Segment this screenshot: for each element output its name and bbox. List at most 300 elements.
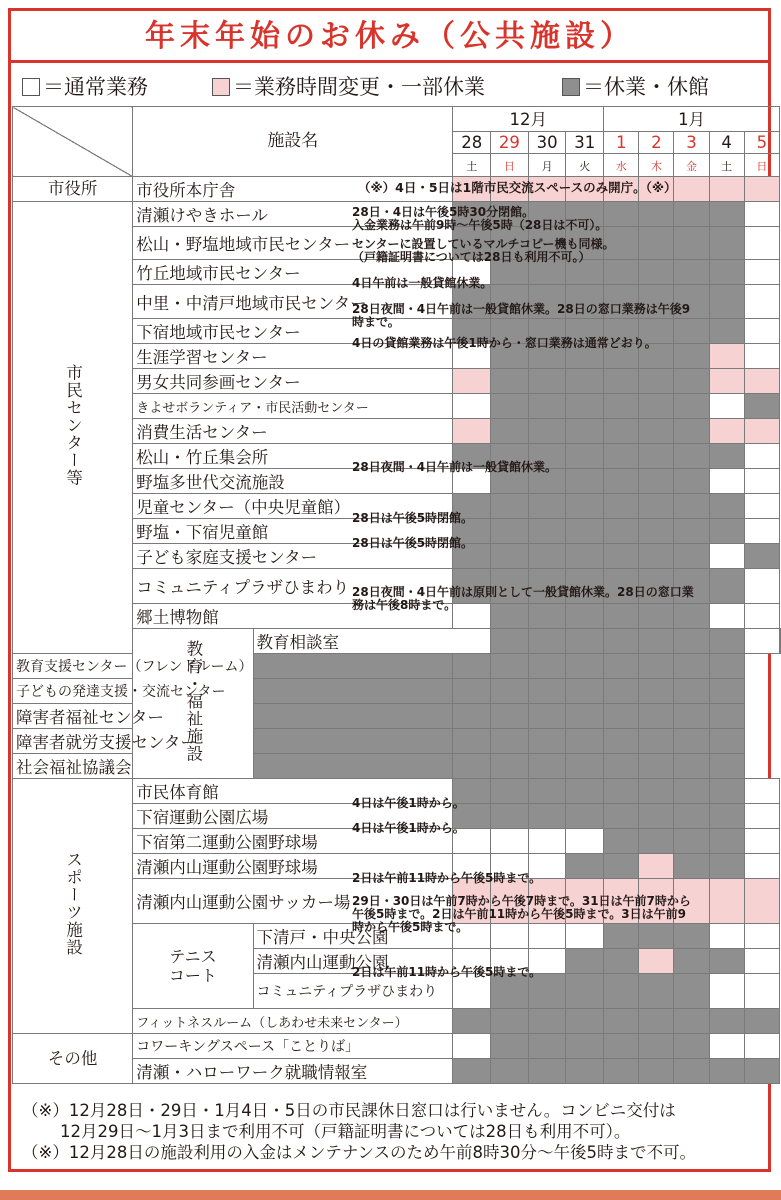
note-himawari-1: 28日夜間・4日午前は原則として一般貸館休業。28日の窓口業 [352,585,694,599]
status-cell [566,924,604,949]
status-cell [639,1059,674,1084]
note-keyaki-1: 28日・4日は午後5時30分閉館。 [352,205,535,219]
facility-name: 下宿第二運動公園野球場 [133,829,453,854]
status-cell [709,754,744,779]
note-nakazato-2: 時まで。 [352,315,400,329]
status-cell [566,469,604,494]
status-cell [604,924,639,949]
footnote-2: （※）12月28日の施設利用の入金はメンテナンスのため午前8時30分～午後5時まで不可。 [22,1143,696,1162]
status-cell [453,1059,491,1084]
weekday-30: 月 [541,159,553,173]
day-2: 2 [639,132,674,154]
status-cell [604,854,639,879]
status-cell [604,729,639,754]
status-cell [453,654,491,679]
status-cell [744,829,779,854]
status-cell [639,854,674,879]
weekday-31: 火 [579,159,591,173]
status-cell [566,1059,604,1084]
status-cell [674,1009,709,1034]
status-cell [453,1034,491,1059]
status-cell [566,519,604,544]
status-cell [709,654,744,679]
status-cell [604,949,639,974]
status-cell [528,544,566,569]
status-cell [674,202,709,227]
status-cell [566,494,604,519]
status-cell [604,369,639,394]
facility-name: 松山・竹丘集会所 [133,444,453,469]
facility-name: コワーキングスペース「ことりば」 [133,1034,453,1059]
status-cell [491,1059,529,1084]
facility-name: 児童センター（中央児童館） [133,494,453,519]
note-jido-center: 28日は午後5時閉館。 [352,511,474,525]
note-soccer-3: 時から午後5時まで。 [352,920,469,934]
status-cell [744,1034,779,1059]
status-cell [709,419,744,444]
status-cell [744,469,779,494]
status-cell [709,804,744,829]
status-cell [528,629,566,654]
status-cell [709,1009,744,1034]
status-cell [744,394,779,419]
footnote-1: （※）12月28日・29日・1月4日・5日の市民課休日窓口は行いません。コンビニ交付は [22,1101,676,1120]
status-cell [639,629,674,654]
weekday-4: 土 [721,159,733,173]
status-cell [744,285,779,319]
status-cell [744,569,779,604]
status-cell [566,949,604,974]
status-cell [639,729,674,754]
status-cell [639,679,674,704]
category-center [13,202,133,654]
status-cell [253,704,453,729]
facility-name: 清瀬内山運動公園 [253,949,453,974]
facility-name: 障害者就労支援センター [13,729,254,754]
facility-name: 清瀬・ハローワーク就職情報室 [133,1059,453,1084]
facility-name: 野塩・下宿児童館 [133,519,453,544]
status-cell [709,679,744,704]
facility-name: 障害者福祉センター [13,704,254,729]
note-soccer-2: 午後5時まで。2日は午前11時から午後5時まで。3日は午前9 [352,907,686,921]
status-cell [528,754,566,779]
status-cell [674,369,709,394]
status-cell [639,754,674,779]
status-cell [604,202,639,227]
status-cell [674,604,709,629]
category-center-label: 市民センター等 [63,363,83,487]
status-cell [491,704,529,729]
status-cell [709,1059,744,1084]
status-cell [566,654,604,679]
category-sports [13,779,133,1034]
status-cell [709,1034,744,1059]
status-cell [674,654,709,679]
status-cell [566,829,604,854]
facility-name: 松山・野塩地域市民センター [133,227,453,260]
status-cell [604,260,639,285]
facility-name: 市民体育館 [133,779,453,804]
status-cell [674,924,709,949]
status-cell [528,704,566,729]
status-cell [674,1034,709,1059]
status-cell [709,949,744,974]
facility-name: 竹丘地域市民センター [133,260,453,285]
status-cell [709,729,744,754]
status-cell [253,729,453,754]
note-gym: 4日は午後1時から。 [352,796,465,810]
day-1: 1 [604,132,639,154]
status-cell [639,1009,674,1034]
status-cell [528,924,566,949]
status-cell [566,369,604,394]
status-cell [604,394,639,419]
status-cell [604,779,639,804]
status-cell [674,854,709,879]
facility-name: きよせボランティア・市民活動センター [133,394,453,419]
status-cell [491,924,529,949]
facility-name: 下宿運動公園広場 [133,804,453,829]
status-cell [491,829,529,854]
status-cell [744,519,779,544]
status-cell [604,974,639,1009]
note-shukaijo: 28日夜間・4日午前は一般貸館休業。 [352,460,558,474]
status-cell [491,494,529,519]
weekday-29: 日 [503,159,515,173]
status-cell [674,779,709,804]
status-cell [528,494,566,519]
status-cell [674,804,709,829]
facility-name: 消費生活センター [133,419,453,444]
status-cell [744,544,779,569]
facility-name: 野塩多世代交流施設 [133,469,453,494]
status-cell [639,779,674,804]
status-cell [709,544,744,569]
status-cell [604,469,639,494]
legend-normal-label: ＝通常業務 [43,75,148,99]
status-cell [528,419,566,444]
status-cell [604,544,639,569]
status-cell [528,604,566,629]
status-cell [744,629,779,654]
status-cell [566,974,604,1009]
status-cell [604,679,639,704]
status-cell [709,704,744,729]
status-cell [491,679,529,704]
month-december: 12月 [453,107,604,132]
status-cell [674,260,709,285]
status-cell [566,704,604,729]
status-cell [528,804,566,829]
status-cell [639,544,674,569]
status-cell [528,679,566,704]
status-cell [491,394,529,419]
status-cell [639,924,674,949]
status-cell [528,779,566,804]
status-cell [453,1009,491,1034]
status-cell [491,369,529,394]
status-cell [566,544,604,569]
status-cell [528,369,566,394]
category-tennis: テニス コート [133,924,253,1009]
status-cell [709,924,744,949]
status-cell [491,754,529,779]
status-cell [528,519,566,544]
status-cell [709,260,744,285]
weekday-5: 日 [756,159,768,173]
status-cell [453,679,491,704]
status-cell [604,419,639,444]
status-cell [528,394,566,419]
facility-name: 社会福祉協議会 [13,754,254,779]
status-cell [453,604,491,629]
status-cell [744,177,779,202]
title-divider [11,60,769,63]
status-cell [528,1059,566,1084]
status-cell [674,949,709,974]
status-cell [709,344,744,369]
facility-name: 男女共同参画センター [133,369,453,394]
legend-closed-label: ＝休業・休館 [583,75,709,99]
status-cell [604,754,639,779]
status-cell [639,829,674,854]
day-4: 4 [709,132,744,154]
status-cell [709,394,744,419]
status-cell [453,754,491,779]
status-cell [744,344,779,369]
note-soccer-1: 29日・30日は午前7時から午後7時まで。31日は午前7時から [352,894,691,908]
legend-swatch-partial [212,78,230,96]
status-cell [566,604,604,629]
status-cell [744,319,779,344]
note-matsuyama-1: センターに設置しているマルチコピー機も同様。 [352,237,615,251]
status-cell [566,1009,604,1034]
status-cell [674,729,709,754]
status-cell [491,544,529,569]
status-cell [639,394,674,419]
status-cell [491,654,529,679]
status-cell [709,177,744,202]
status-cell [674,494,709,519]
status-cell [639,202,674,227]
status-cell [709,319,744,344]
facility-name: 清瀬内山運動公園サッカー場 [133,879,453,924]
status-cell [528,729,566,754]
status-cell [709,227,744,260]
status-cell [709,569,744,604]
status-cell [674,177,709,202]
status-cell [709,604,744,629]
category-edu-label: 教育・福祉施設 [183,639,203,763]
status-cell [709,854,744,879]
status-cell [253,754,453,779]
status-cell [709,779,744,804]
status-cell [744,804,779,829]
status-cell [491,629,529,654]
status-cell [604,494,639,519]
status-cell [674,394,709,419]
status-cell [491,1009,529,1034]
status-cell [639,974,674,1009]
status-cell [491,1034,529,1059]
facility-name: 中里・中清戸地域市民センター [133,285,453,319]
status-cell [709,494,744,519]
day-3: 3 [674,132,709,154]
status-cell [674,754,709,779]
status-cell [744,369,779,394]
status-cell [674,679,709,704]
status-cell [566,854,604,879]
status-cell [674,419,709,444]
header-corner [13,107,133,177]
status-cell [744,202,779,227]
status-cell [566,729,604,754]
footnotes [22,1100,762,1163]
status-cell [744,779,779,804]
status-cell [639,704,674,729]
weekday-3: 金 [686,159,698,173]
status-cell [604,629,639,654]
status-cell [453,419,491,444]
status-cell [528,654,566,679]
note-keyaki-2: 入金業務は午前9時～午後5時（28日は不可）。 [352,218,608,232]
note-shimojuku: 4日の貸館業務は午後1時から・窓口業務は通常どおり。 [352,336,657,350]
status-cell [453,369,491,394]
status-cell [604,829,639,854]
note-shimojuku-park: 4日は午後1時から。 [352,821,465,835]
status-cell [639,804,674,829]
status-cell [674,629,709,654]
status-cell [566,419,604,444]
status-cell [491,419,529,444]
category-sports-label: スポーツ施設 [63,851,83,956]
status-cell [709,444,744,469]
status-cell [744,879,779,924]
status-cell [639,949,674,974]
status-cell [604,519,639,544]
status-cell [604,604,639,629]
status-cell [674,704,709,729]
day-28: 28 [453,132,491,154]
status-cell [604,804,639,829]
status-cell [709,285,744,319]
status-cell [566,779,604,804]
facility-name: 郷土博物館 [133,604,453,629]
status-cell [639,654,674,679]
legend-swatch-closed [562,78,580,96]
status-cell [709,519,744,544]
weekday-2: 木 [650,159,662,173]
status-cell [709,974,744,1009]
status-cell [639,444,674,469]
facility-name: コミュニティプラザひまわり [253,974,453,1009]
status-cell [491,519,529,544]
category-other: その他 [13,1034,133,1084]
legend-partial [212,72,485,102]
facility-name: 清瀬内山運動公園野球場 [133,854,453,879]
status-cell [528,829,566,854]
status-cell [674,1059,709,1084]
status-cell [674,469,709,494]
status-cell [744,260,779,285]
status-cell [604,1059,639,1084]
status-cell [744,227,779,260]
status-cell [744,854,779,879]
status-cell [453,394,491,419]
status-cell [674,227,709,260]
facility-name: 生涯学習センター [133,344,453,369]
status-cell [744,949,779,974]
legend-partial-label: ＝業務時間変更・一部休業 [233,75,485,99]
status-cell [709,202,744,227]
status-cell [639,260,674,285]
status-cell [744,924,779,949]
status-cell [491,804,529,829]
day-29: 29 [491,132,529,154]
status-cell [639,519,674,544]
facility-name: 子ども家庭支援センター [133,544,453,569]
facility-name: フィットネスルーム（しあわせ未来センター） [133,1009,453,1034]
status-cell [604,1009,639,1034]
day-31: 31 [566,132,604,154]
status-cell [709,369,744,394]
status-cell [674,319,709,344]
status-cell [453,729,491,754]
note-takeoka: 4日午前は一般貸館休業。 [352,276,493,290]
status-cell [709,469,744,494]
status-cell [744,1059,779,1084]
status-cell [566,394,604,419]
bottom-accent-bar [0,1190,781,1200]
status-cell [674,444,709,469]
category-city: 市役所 [13,177,133,202]
status-cell [780,629,781,654]
status-cell [604,654,639,679]
status-cell [709,829,744,854]
month-january: 1月 [604,107,780,132]
status-cell [566,444,604,469]
status-cell [674,519,709,544]
day-30: 30 [528,132,566,154]
status-cell [744,444,779,469]
status-cell [566,1034,604,1059]
facility-name: 清瀬けやきホール [133,202,453,227]
status-cell [639,469,674,494]
note-tennis-uchiyama: 2日は午前11時から午後5時まで。 [352,965,542,979]
status-cell [744,494,779,519]
status-cell [528,1034,566,1059]
status-cell [253,654,453,679]
status-cell [744,604,779,629]
note-nakazato-1: 28日夜間・4日午前は一般貸館休業。28日の窓口業務は午後9 [352,302,691,316]
status-cell [604,444,639,469]
note-city-hall: （※）4日・5日は1階市民交流スペースのみ開庁。（※） [358,180,677,195]
note-himawari-2: 務は午後8時まで。 [352,598,457,612]
status-cell [744,1009,779,1034]
note-baseball: 2日は午前11時から午後5時まで。 [352,871,542,885]
status-cell [709,879,744,924]
status-cell [639,227,674,260]
legend-swatch-normal [22,78,40,96]
status-cell [639,494,674,519]
legend-normal [22,72,148,102]
note-jidokan: 28日は午後5時閉館。 [352,536,474,550]
facility-name: 子どもの発達支援・交流センター [13,679,254,704]
status-cell [566,804,604,829]
weekday-1: 水 [615,159,627,173]
status-cell [491,729,529,754]
facility-name: 下宿地域市民センター [133,319,453,344]
